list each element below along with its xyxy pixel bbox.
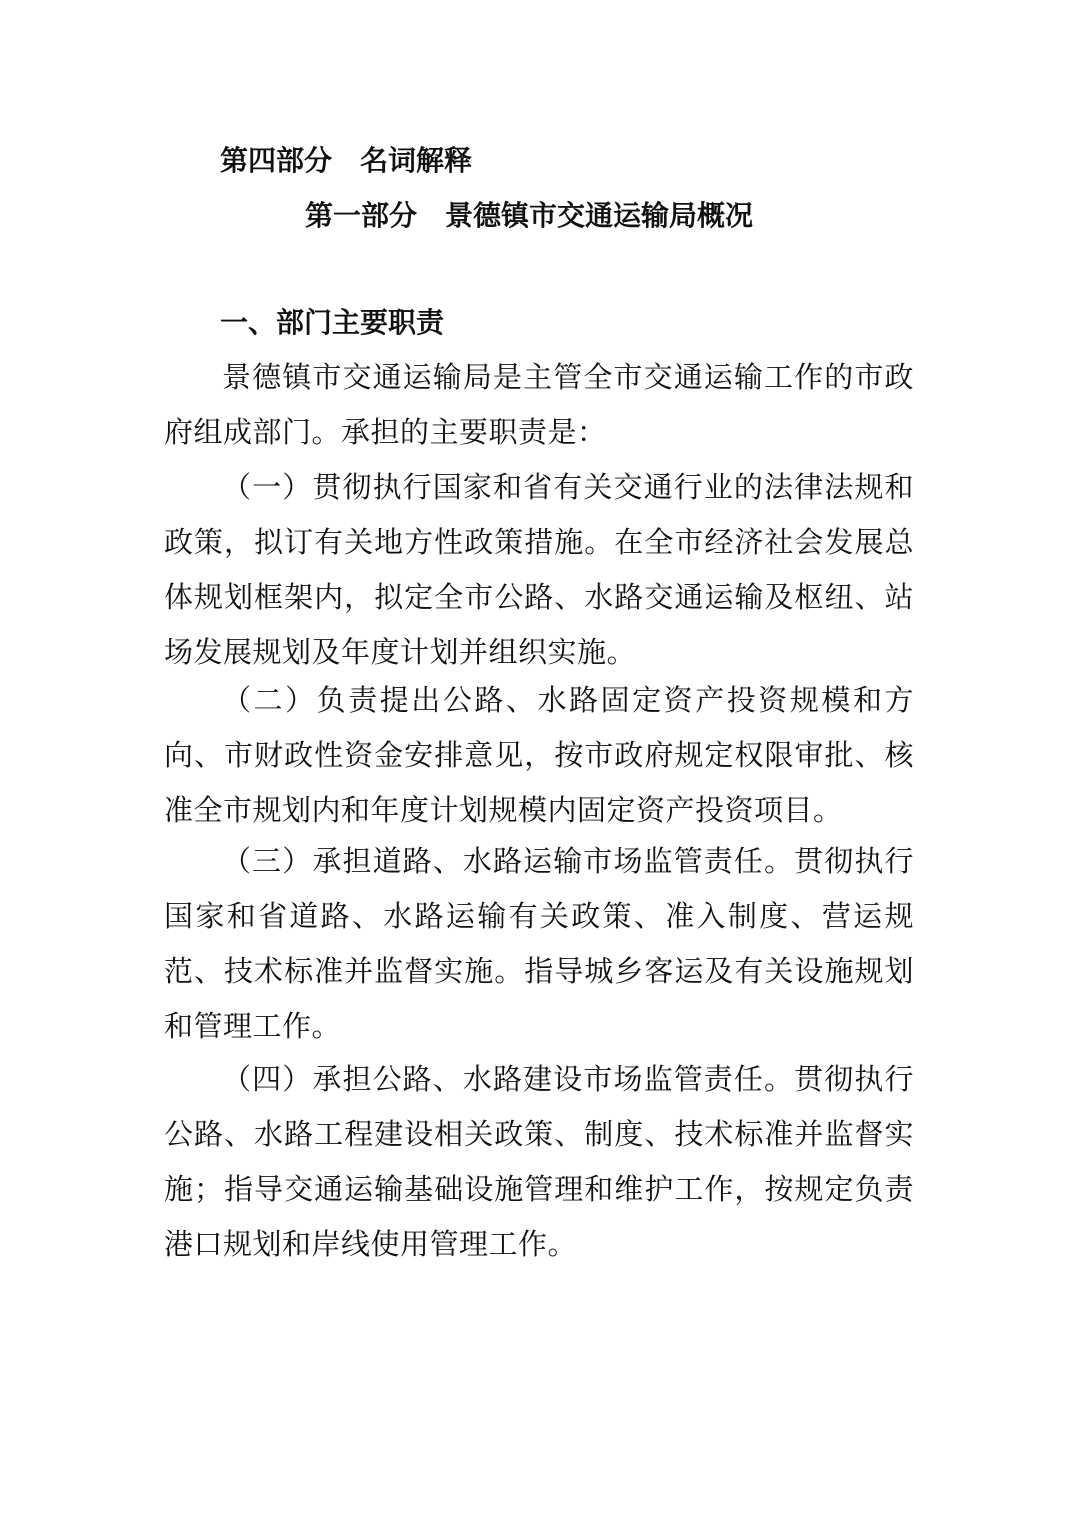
intro-paragraph: 景德镇市交通运输局是主管全市交通运输工作的市政府组成部门。承担的主要职责是： (164, 360, 914, 449)
duty-item-1: （一）贯彻执行国家和省有关交通行业的法律法规和政策，拟订有关地方性政策措施。在全市经济社会发展总体规划框架内，拟定全市公路、水路交通运输及枢纽、站场发展规划及年度计划并组织实施。 (164, 470, 914, 669)
section1-heading: 一、部门主要职责 (220, 306, 445, 339)
part1-heading (305, 198, 753, 234)
duty-item-2: （二）负责提出公路、水路固定资产投资规模和方向、市财政性资金安排意见，按市政府规定权限审批、核准全市规划内和年度计划规模内固定资产投资项目。 (164, 683, 914, 827)
part1-prefix: 第一部分 (305, 199, 418, 232)
duty-item-3: （三）承担道路、水路运输市场监管责任。贯彻执行国家和省道路、水路运输有关政策、准入制度、营运规范、技术标准并监督实施。指导城乡客运及有关设施规划和管理工作。 (164, 844, 914, 1043)
part4-title: 名词解释 (360, 144, 473, 177)
duty-item-4: （四）承担公路、水路建设市场监管责任。贯彻执行公路、水路工程建设相关政策、制度、技术标准并监督实施；指导交通运输基础设施管理和维护工作，按规定负责港口规划和岸线使用管理工作。 (164, 1062, 914, 1261)
part4-heading (220, 143, 472, 179)
part4-prefix: 第四部分 (220, 144, 333, 177)
part1-title: 景德镇市交通运输局概况 (445, 199, 754, 232)
